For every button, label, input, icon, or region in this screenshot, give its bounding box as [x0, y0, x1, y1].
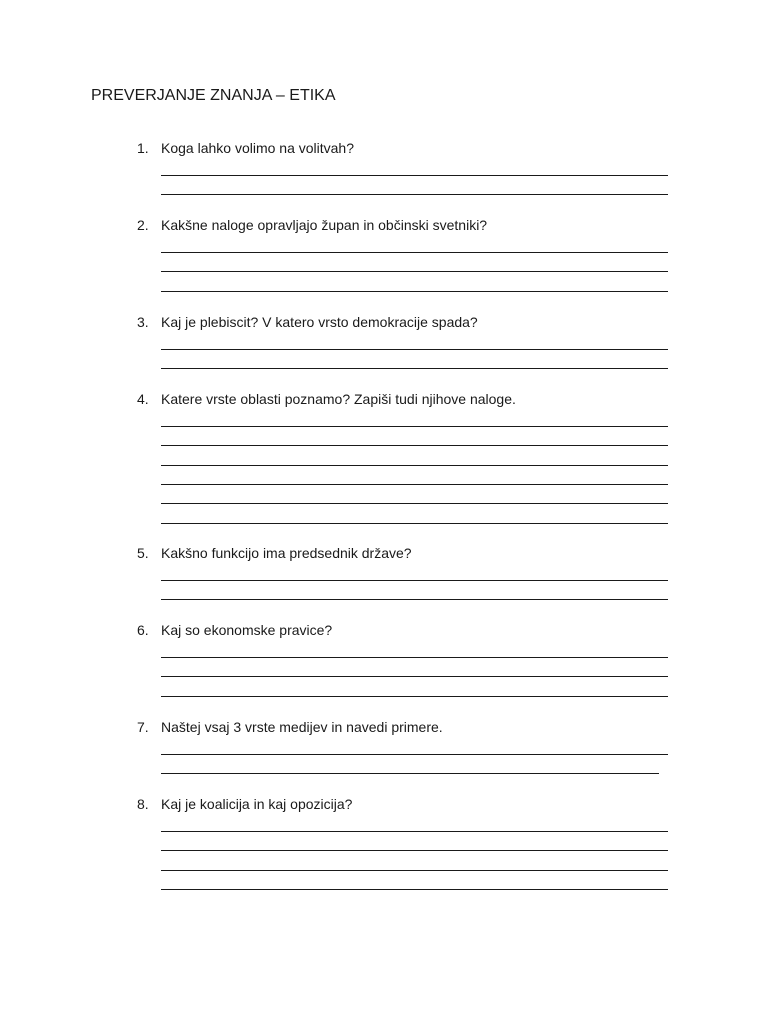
answer-line[interactable] — [161, 291, 668, 292]
question-row — [0, 621, 768, 639]
question-5 — [0, 544, 768, 562]
answer-line[interactable] — [161, 870, 668, 871]
question-2 — [0, 216, 768, 234]
question-number: 3. — [137, 314, 149, 330]
question-text: Kaj je koalicija in kaj opozicija? — [161, 796, 353, 812]
answer-line[interactable] — [161, 889, 668, 890]
question-7 — [0, 718, 768, 736]
answer-line[interactable] — [161, 271, 668, 272]
question-8 — [0, 795, 768, 813]
answer-line[interactable] — [161, 368, 668, 369]
question-text: Naštej vsaj 3 vrste medijev in navedi primere. — [161, 719, 443, 735]
question-row — [0, 795, 768, 813]
answer-line[interactable] — [161, 175, 668, 176]
question-row — [0, 544, 768, 562]
answer-line[interactable] — [161, 676, 668, 677]
question-text: Kakšne naloge opravljajo župan in občinski svetniki? — [161, 217, 488, 233]
question-3 — [0, 313, 768, 331]
answer-line[interactable] — [161, 754, 668, 755]
page-title: PREVERJANJE ZNANJA – ETIKA — [91, 87, 336, 104]
question-text: Katere vrste oblasti poznamo? Zapiši tudi njihove naloge. — [161, 391, 516, 407]
answer-line[interactable] — [161, 484, 668, 485]
question-text: Koga lahko volimo na volitvah? — [161, 140, 355, 156]
question-row — [0, 139, 768, 157]
answer-line[interactable] — [161, 426, 668, 427]
question-number: 7. — [137, 719, 149, 735]
question-number: 1. — [137, 140, 149, 156]
answer-line[interactable] — [161, 657, 668, 658]
answer-line[interactable] — [161, 194, 668, 195]
answer-line[interactable] — [161, 831, 668, 832]
answer-line[interactable] — [161, 503, 668, 504]
answer-line[interactable] — [161, 599, 668, 600]
answer-line[interactable] — [161, 445, 668, 446]
answer-line[interactable] — [161, 580, 668, 581]
question-row — [0, 390, 768, 408]
question-number: 4. — [137, 391, 149, 407]
answer-line[interactable] — [161, 523, 668, 524]
question-number: 2. — [137, 217, 149, 233]
answer-line[interactable] — [161, 349, 668, 350]
question-number: 5. — [137, 545, 149, 561]
question-number: 8. — [137, 796, 149, 812]
question-row — [0, 216, 768, 234]
question-6 — [0, 621, 768, 639]
answer-line[interactable] — [161, 465, 668, 466]
question-number: 6. — [137, 622, 149, 638]
question-4 — [0, 390, 768, 408]
question-1 — [0, 139, 768, 157]
answer-line[interactable] — [161, 773, 659, 774]
answer-line[interactable] — [161, 696, 668, 697]
answer-line[interactable] — [161, 252, 668, 253]
question-row — [0, 718, 768, 736]
question-text: Kaj so ekonomske pravice? — [161, 622, 333, 638]
question-text: Kakšno funkcijo ima predsednik države? — [161, 545, 412, 561]
answer-line[interactable] — [161, 850, 668, 851]
question-text: Kaj je plebiscit? V katero vrsto demokracije spada? — [161, 314, 478, 330]
question-row — [0, 313, 768, 331]
